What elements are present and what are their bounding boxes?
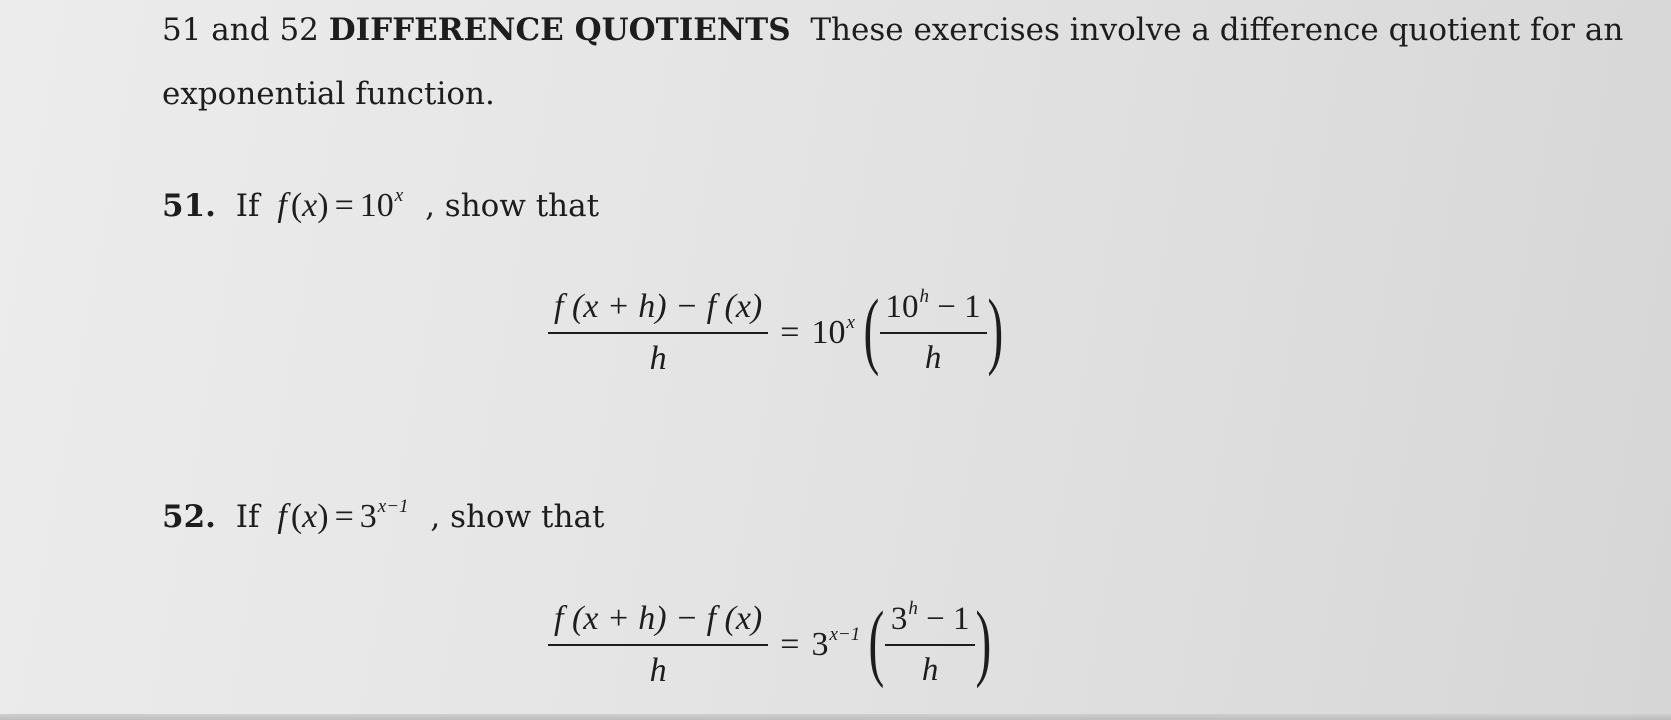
- show-that-text: , show that: [430, 499, 605, 535]
- if-word: If: [235, 188, 260, 224]
- equals-sign: =: [780, 626, 800, 663]
- factor: [811, 626, 860, 664]
- intro-prefix: 51 and 52: [162, 12, 329, 48]
- inner-minus-one: − 1: [917, 601, 970, 637]
- variable: x: [302, 498, 318, 535]
- right-paren: ): [317, 498, 329, 535]
- quotient-numerator: f (x + h) − f (x): [554, 600, 763, 637]
- if-word: If: [235, 499, 260, 535]
- inner-exponent: h: [908, 598, 918, 619]
- right-paren: ): [317, 187, 329, 224]
- inner-exponent: h: [919, 286, 930, 307]
- factor-base: 10: [811, 314, 846, 351]
- inner-denominator: h: [924, 340, 942, 376]
- equals-sign: =: [780, 314, 800, 351]
- left-big-paren: (: [863, 281, 880, 377]
- problem-52-statement: [162, 497, 604, 542]
- left-paren: (: [290, 498, 303, 535]
- factor-base: 3: [811, 626, 829, 663]
- inner-numerator: [880, 286, 987, 332]
- difference-quotient: [548, 288, 768, 378]
- quotient-denominator: h: [649, 340, 667, 377]
- inner-denominator: h: [921, 652, 939, 688]
- function-definition: [277, 187, 403, 224]
- inner-numerator: [885, 598, 976, 644]
- factor-exponent: x: [846, 312, 855, 333]
- inner-fraction: [880, 286, 987, 377]
- equals-sign: =: [334, 187, 354, 224]
- intro-text: These exercises involve a difference quotient for an: [810, 12, 1624, 48]
- inner-fraction: [885, 598, 976, 689]
- equals-sign: =: [334, 498, 354, 535]
- section-heading: DIFFERENCE QUOTIENTS: [328, 12, 791, 48]
- problem-51-statement: [162, 186, 599, 231]
- equation-52: [548, 593, 992, 690]
- factor-exponent: x−1: [829, 624, 861, 645]
- base: 3: [359, 498, 377, 535]
- intro-line-1: [162, 10, 1623, 50]
- left-big-paren: (: [868, 593, 885, 689]
- problem-number: 51.: [162, 188, 216, 224]
- difference-quotient: [548, 600, 768, 690]
- factor: [811, 314, 854, 352]
- page-bottom-edge: [0, 714, 1671, 720]
- problem-number: 52.: [162, 499, 216, 535]
- exponent: x: [394, 185, 404, 206]
- function-name: f: [277, 498, 287, 535]
- inner-base: 10: [885, 289, 919, 325]
- right-big-paren: ): [975, 593, 992, 689]
- function-name: f: [277, 187, 287, 224]
- show-that-text: , show that: [425, 188, 600, 224]
- quotient-numerator: f (x + h) − f (x): [554, 288, 763, 325]
- exponent: x−1: [377, 496, 409, 517]
- function-definition: [277, 498, 408, 535]
- equation-51: [548, 281, 1003, 378]
- variable: x: [302, 187, 318, 224]
- intro-line-2: exponential function.: [162, 76, 495, 112]
- quotient-denominator: h: [649, 652, 667, 689]
- base: 10: [359, 187, 394, 224]
- left-paren: (: [290, 187, 303, 224]
- inner-minus-one: − 1: [929, 289, 981, 325]
- right-big-paren: ): [987, 281, 1003, 377]
- inner-base: 3: [890, 601, 908, 637]
